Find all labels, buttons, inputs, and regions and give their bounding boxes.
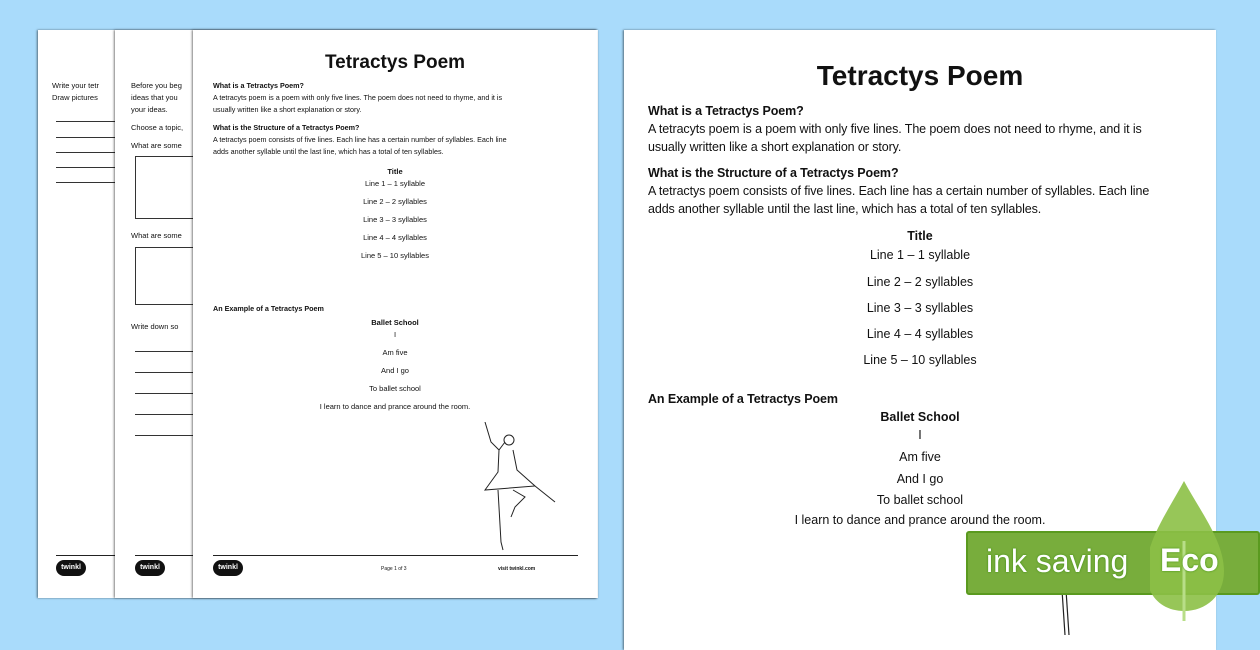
text: Write down so [131, 322, 179, 331]
text: Line 4 – 4 syllables [363, 233, 427, 242]
heading: What is the Structure of a Tetractys Poem? [648, 166, 899, 180]
worksheet-thumbnail[interactable] [193, 30, 597, 598]
writing-line [56, 152, 116, 153]
writing-line [56, 121, 116, 122]
text: To ballet school [369, 384, 421, 393]
text: A tetractys poem consists of five lines. Each line has a certain number of syllables. Each line [648, 184, 1150, 198]
text: Line 3 – 3 syllables [866, 301, 974, 315]
text: A tetracyts poem is a poem with only five lines. The poem does not need to rhyme, and it is [648, 122, 1142, 136]
text: I learn to dance and prance around the room. [319, 402, 471, 411]
title: Tetractys Poem [816, 60, 1024, 91]
twinkl-logo: twinkl [213, 560, 243, 576]
writing-line [56, 182, 116, 183]
text: Line 2 – 2 syllables [363, 197, 427, 206]
writing-line [56, 137, 116, 138]
text: Write your tetr [52, 81, 99, 90]
page-number: Page 1 of 3 [381, 566, 407, 572]
heading: An Example of a Tetractys Poem [648, 392, 838, 406]
text: A tetracyts poem is a poem with only five lines. The poem does not need to rhyme, and it is [213, 93, 503, 102]
text: To ballet school [876, 493, 964, 507]
text: Title [387, 167, 403, 176]
text: Ballet School [371, 318, 419, 327]
writing-line [56, 167, 116, 168]
ink-saving-label: ink saving [986, 543, 1129, 579]
text: Line 5 – 10 syllables [863, 353, 977, 367]
text: Am five [899, 450, 941, 464]
text: ideas that you [131, 93, 178, 102]
text: Line 1 – 1 syllable [869, 248, 971, 262]
text: I [918, 428, 922, 442]
site-link: visit twinkl.com [498, 566, 536, 572]
text: I learn to dance and prance around the room. [794, 513, 1046, 527]
footer-rule [56, 555, 116, 556]
text: Title [907, 229, 933, 243]
text: Line 2 – 2 syllables [866, 275, 974, 289]
text: Choose a topic, [131, 123, 184, 132]
text: Ballet School [880, 410, 960, 424]
text: Line 4 – 4 syllables [866, 327, 974, 341]
footer-rule [213, 555, 578, 556]
text: Draw pictures [52, 93, 98, 102]
ballerina-illustration [465, 422, 595, 552]
text: usually written like a short explanation or story. [648, 140, 902, 154]
text: I [393, 330, 397, 339]
text: And I go [896, 472, 944, 486]
text: Line 1 – 1 syllable [364, 179, 426, 188]
text: adds another syllable until the last line, which has a total of ten syllables. [213, 147, 444, 156]
heading: What is the Structure of a Tetractys Poem? [213, 123, 360, 132]
text: Am five [382, 348, 408, 357]
text: usually written like a short explanation or story. [213, 105, 362, 114]
text: What are some [131, 231, 182, 240]
text: Before you beg [131, 81, 182, 90]
title: Tetractys Poem [324, 52, 466, 73]
heading: An Example of a Tetractys Poem [213, 304, 324, 313]
text: Line 5 – 10 syllables [361, 251, 429, 260]
text: your ideas. [131, 105, 168, 114]
text: adds another syllable until the last line, which has a total of ten syllables. [648, 202, 1042, 216]
text: And I go [381, 366, 409, 375]
heading: What is a Tetractys Poem? [648, 104, 804, 118]
twinkl-logo: twinkl [135, 560, 165, 576]
eco-label: Eco [1160, 542, 1219, 578]
heading: What is a Tetractys Poem? [213, 81, 304, 90]
text: A tetractys poem consists of five lines. Each line has a certain number of syllables. Each line [213, 135, 507, 144]
text: Line 3 – 3 syllables [363, 215, 427, 224]
twinkl-logo: twinkl [56, 560, 86, 576]
text: What are some [131, 141, 182, 150]
